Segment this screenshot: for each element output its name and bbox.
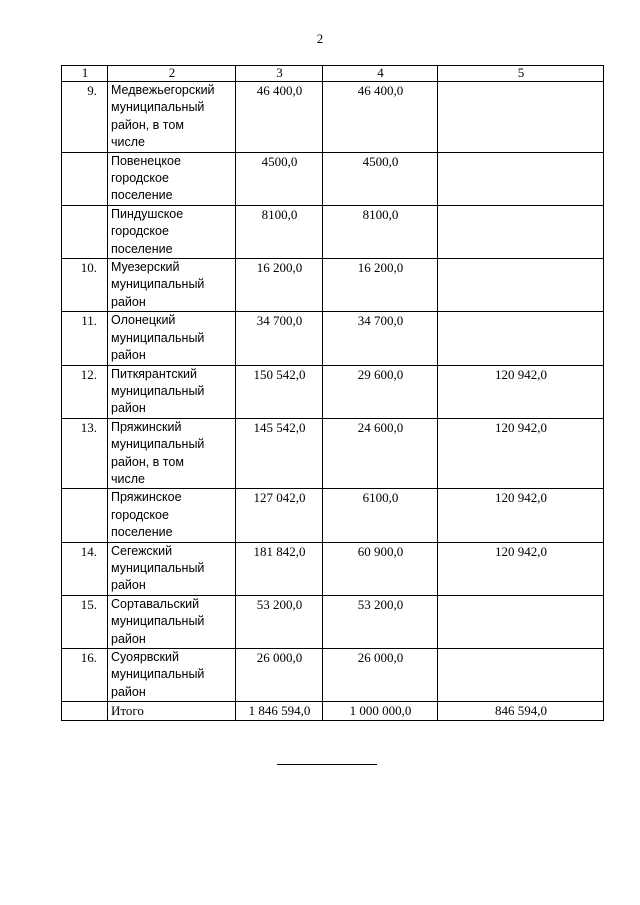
amount-cell-c3: 4500,0 bbox=[236, 152, 323, 205]
header-cell: 1 bbox=[62, 66, 108, 82]
amount-cell-c3: 53 200,0 bbox=[236, 595, 323, 648]
territory-name-line: район bbox=[111, 294, 146, 309]
territory-name-line: Муезерский bbox=[111, 260, 180, 275]
territory-name-line: муниципальный bbox=[111, 667, 205, 682]
territory-name-line: Сегежский bbox=[111, 543, 173, 558]
amount-cell-c5 bbox=[438, 312, 604, 365]
table-row bbox=[62, 365, 604, 418]
amount-cell-c4: 4500,0 bbox=[323, 152, 438, 205]
territory-name-cell bbox=[108, 649, 236, 702]
territory-name-line: Повенецкое bbox=[111, 153, 181, 168]
page-number: 2 bbox=[316, 31, 324, 46]
header-cell: 2 bbox=[108, 66, 236, 82]
total-blank-cell bbox=[62, 702, 108, 720]
amount-cell-c3: 127 042,0 bbox=[236, 489, 323, 542]
territory-name-cell bbox=[108, 365, 236, 418]
amount-cell-c4: 6100,0 bbox=[323, 489, 438, 542]
budget-table bbox=[61, 65, 604, 721]
total-row bbox=[62, 702, 604, 720]
row-number-cell bbox=[62, 489, 108, 542]
footer-separator-line bbox=[277, 764, 377, 765]
territory-name-line: числе bbox=[111, 135, 145, 150]
territory-name-line: Пряжинское bbox=[111, 490, 182, 505]
territory-name-line: район bbox=[111, 684, 146, 699]
row-number-cell: 13. bbox=[62, 418, 108, 489]
row-number-cell: 15. bbox=[62, 595, 108, 648]
territory-name-line: район, в том bbox=[111, 117, 184, 132]
amount-cell-c4: 46 400,0 bbox=[323, 82, 438, 153]
territory-name-cell bbox=[108, 595, 236, 648]
territory-name-cell bbox=[108, 259, 236, 312]
amount-cell-c4: 53 200,0 bbox=[323, 595, 438, 648]
territory-name-line: Олонецкий bbox=[111, 313, 176, 328]
territory-name-line: муниципальный bbox=[111, 560, 205, 575]
table-row bbox=[62, 542, 604, 595]
territory-name-line: Суоярвский bbox=[111, 650, 179, 664]
amount-cell-c4: 24 600,0 bbox=[323, 418, 438, 489]
territory-name-line: муниципальный bbox=[111, 330, 205, 345]
table-row bbox=[62, 649, 604, 702]
table-header-row bbox=[62, 66, 604, 82]
territory-name-line: городское bbox=[111, 224, 169, 239]
table-row bbox=[62, 205, 604, 258]
territory-name-line: муниципальный bbox=[111, 614, 205, 629]
total-amount-c3: 1 846 594,0 bbox=[236, 702, 323, 720]
amount-cell-c4: 26 000,0 bbox=[323, 649, 438, 702]
territory-name-line: район bbox=[111, 578, 146, 593]
row-number-cell bbox=[62, 152, 108, 205]
territory-name-line: Пиндушское bbox=[111, 206, 184, 221]
table-row bbox=[62, 152, 604, 205]
header-cell: 4 bbox=[323, 66, 438, 82]
table-row bbox=[62, 418, 604, 489]
row-number-cell bbox=[62, 205, 108, 258]
territory-name-line: муниципальный bbox=[111, 437, 205, 452]
territory-name-line: район bbox=[111, 348, 146, 363]
row-number-cell: 9. bbox=[62, 82, 108, 153]
table-row bbox=[62, 595, 604, 648]
amount-cell-c3: 145 542,0 bbox=[236, 418, 323, 489]
territory-name-line: Питкярантский bbox=[111, 366, 198, 381]
territory-name-cell bbox=[108, 205, 236, 258]
territory-name-line: числе bbox=[111, 471, 145, 486]
amount-cell-c5: 120 942,0 bbox=[438, 489, 604, 542]
territory-name-cell bbox=[108, 312, 236, 365]
territory-name-line: район bbox=[111, 631, 146, 646]
header-cell: 3 bbox=[236, 66, 323, 82]
amount-cell-c3: 16 200,0 bbox=[236, 259, 323, 312]
table-row bbox=[62, 82, 604, 153]
amount-cell-c5 bbox=[438, 259, 604, 312]
table-row bbox=[62, 312, 604, 365]
header-cell: 5 bbox=[438, 66, 604, 82]
amount-cell-c5 bbox=[438, 152, 604, 205]
row-number-cell: 10. bbox=[62, 259, 108, 312]
amount-cell-c4: 8100,0 bbox=[323, 205, 438, 258]
amount-cell-c3: 34 700,0 bbox=[236, 312, 323, 365]
table-row bbox=[62, 489, 604, 542]
amount-cell-c5: 120 942,0 bbox=[438, 365, 604, 418]
territory-name-line: район, в том bbox=[111, 454, 184, 469]
territory-name-line: муниципальный bbox=[111, 383, 205, 398]
amount-cell-c3: 26 000,0 bbox=[236, 649, 323, 702]
amount-cell-c4: 34 700,0 bbox=[323, 312, 438, 365]
amount-cell-c3: 46 400,0 bbox=[236, 82, 323, 153]
total-label: Итого bbox=[108, 702, 236, 720]
territory-name-line: поселение bbox=[111, 525, 173, 540]
amount-cell-c5 bbox=[438, 595, 604, 648]
row-number-cell: 14. bbox=[62, 542, 108, 595]
territory-name-cell bbox=[108, 152, 236, 205]
total-amount-c5: 846 594,0 bbox=[438, 702, 604, 720]
territory-name-line: Медвежьегорский bbox=[111, 83, 215, 97]
territory-name-line: Сортавальский bbox=[111, 596, 200, 611]
territory-name-cell bbox=[108, 418, 236, 489]
row-number-cell: 11. bbox=[62, 312, 108, 365]
amount-cell-c5: 120 942,0 bbox=[438, 418, 604, 489]
territory-name-cell bbox=[108, 489, 236, 542]
territory-name-line: поселение bbox=[111, 241, 173, 256]
territory-name-line: район bbox=[111, 401, 146, 416]
total-amount-c4: 1 000 000,0 bbox=[323, 702, 438, 720]
amount-cell-c5 bbox=[438, 82, 604, 153]
amount-cell-c4: 60 900,0 bbox=[323, 542, 438, 595]
territory-name-line: муниципальный bbox=[111, 277, 205, 292]
amount-cell-c5: 120 942,0 bbox=[438, 542, 604, 595]
territory-name-line: муниципальный bbox=[111, 100, 205, 115]
territory-name-cell bbox=[108, 542, 236, 595]
table-row bbox=[62, 259, 604, 312]
amount-cell-c3: 8100,0 bbox=[236, 205, 323, 258]
amount-cell-c4: 16 200,0 bbox=[323, 259, 438, 312]
amount-cell-c5 bbox=[438, 649, 604, 702]
territory-name-line: городское bbox=[111, 507, 169, 522]
row-number-cell: 16. bbox=[62, 649, 108, 702]
territory-name-cell bbox=[108, 82, 236, 153]
territory-name-line: Пряжинский bbox=[111, 419, 182, 434]
amount-cell-c5 bbox=[438, 205, 604, 258]
amount-cell-c3: 150 542,0 bbox=[236, 365, 323, 418]
territory-name-line: поселение bbox=[111, 188, 173, 203]
amount-cell-c4: 29 600,0 bbox=[323, 365, 438, 418]
territory-name-line: городское bbox=[111, 171, 169, 186]
row-number-cell: 12. bbox=[62, 365, 108, 418]
amount-cell-c3: 181 842,0 bbox=[236, 542, 323, 595]
